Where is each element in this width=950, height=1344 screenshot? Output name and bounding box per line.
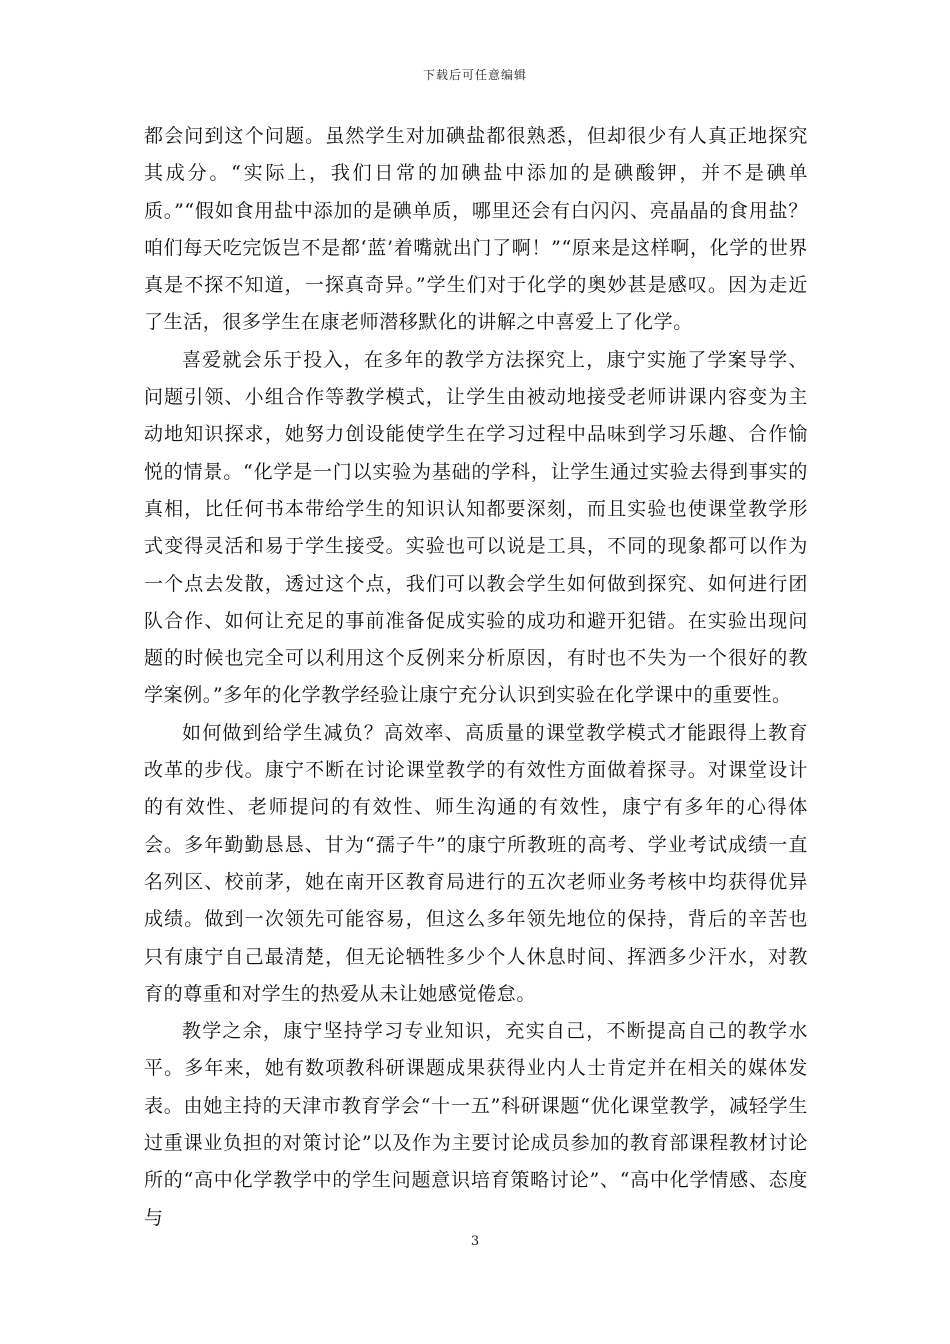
page-number: 3 bbox=[470, 1234, 480, 1249]
paragraph: 都会问到这个问题。虽然学生对加碘盐都很熟悉，但却很少有人真正地探究其成分。“实际上，我们日常的加碘盐中添加的是碘酸钾，并不是碘单质。”“假如食用盐中添加的是碘单质，哪里还会有白闪闪、亮晶晶的食用盐？咱们每天吃完饭岂不是都‘蓝’着嘴就出门了啊！”“原来是这样啊，化学的世界真是不探不知道，一探真奇异。”学生们对于化学的奥妙甚是感叹。因为走近了生活，很多学生在康老师潜移默化的讲解之中喜爱上了化学。 bbox=[144, 125, 808, 334]
page-header: 下载后可任意编辑 bbox=[422, 68, 527, 82]
paragraph: 教学之余，康宁坚持学习专业知识，充实自己，不断提高自己的教学水平。多年来，她有数项教科研课题成果获得业内人士肯定并在相关的媒体发表。由她主持的天津市教育学会“十一五”科研课题“优化课堂教学，减轻学生过重课业负担的对策讨论”以及作为主要讨论成员参加的教育部课程教材讨论所的“高中化学教学中的学生问题意识培育策略讨论”、“高中化学情感、态度与 bbox=[144, 1020, 808, 1229]
paragraph: 喜爱就会乐于投入，在多年的教学方法探究上，康宁实施了学案导学、问题引领、小组合作等教学模式，让学生由被动地接受老师讲课内容变为主动地知识探求，她努力创设能使学生在学习过程中品味到学习乐趣、合作愉悦的情景。“化学是一门以实验为基础的学科，让学生通过实验去得到事实的真相，比任何书本带给学生的知识认知都要深刻，而且实验也使课堂教学形式变得灵活和易于学生接受。实验也可以说是工具，不同的现象都可以作为一个点去发散，透过这个点，我们可以教会学生如何做到探究、如何进行团队合作、如何让充足的事前准备促成实验的成功和避开犯错。在实验出现问题的时候也完全可以利用这个反例来分析原因，有时也不失为一个很好的教学案例。”多年的化学教学经验让康宁充分认识到实验在化学课中的重要性。 bbox=[144, 348, 808, 707]
paragraph: 如何做到给学生减负？高效率、高质量的课堂教学模式才能跟得上教育改革的步伐。康宁不断在讨论课堂教学的有效性方面做着探寻。对课堂设计的有效性、老师提问的有效性、师生沟通的有效性，康宁有多年的心得体会。多年勤勤恳恳、甘为“孺子牛”的康宁所教班的高考、学业考试成绩一直名列区、校前茅，她在南开区教育局进行的五次老师业务考核中均获得优异成绩。做到一次领先可能容易，但这么多年领先地位的保持，背后的辛苦也只有康宁自己最清楚，但无论牺牲多少个人休息时间、挥洒多少汗水，对教育的尊重和对学生的热爱从未让她感觉倦怠。 bbox=[144, 721, 808, 1005]
document-body bbox=[144, 118, 808, 1237]
